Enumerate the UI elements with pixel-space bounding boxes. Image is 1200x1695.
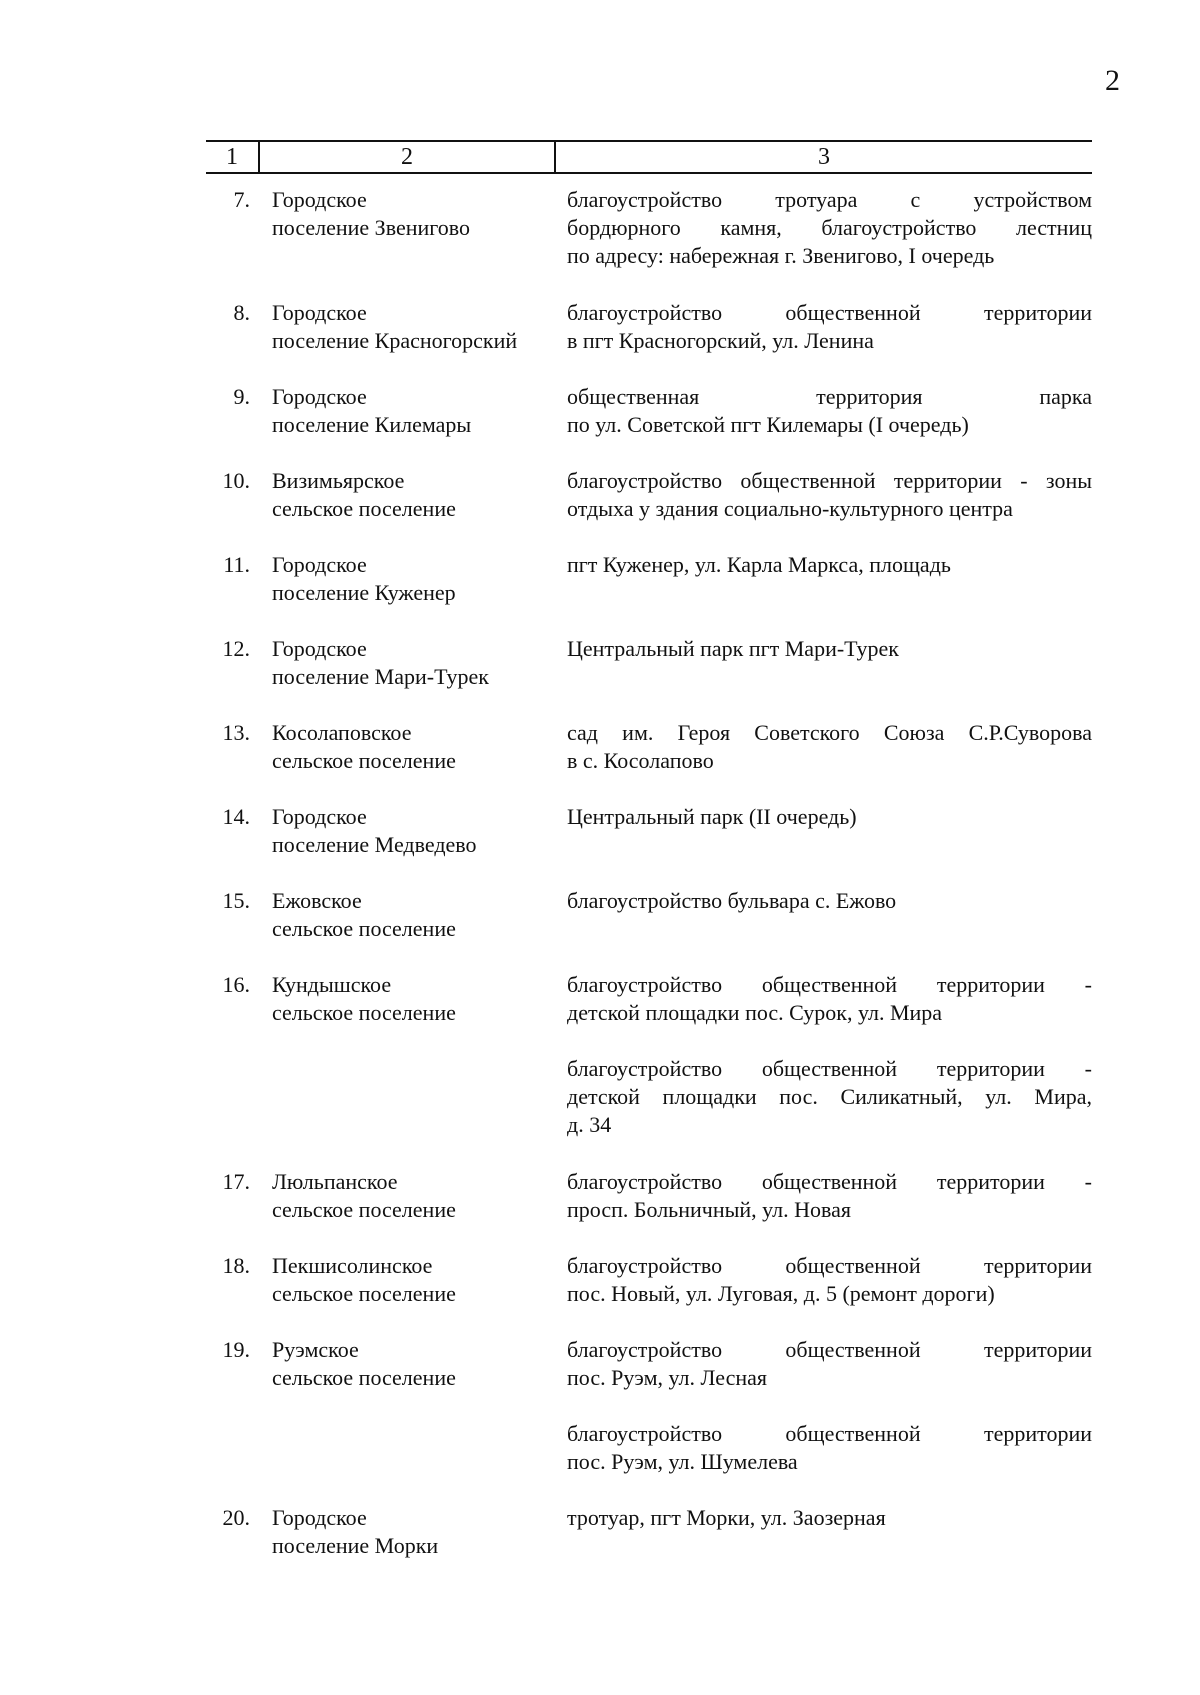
row-number: 9. bbox=[233, 384, 250, 409]
description-block bbox=[567, 1055, 1092, 1139]
settlement-name-line: Городское bbox=[272, 552, 367, 577]
settlement-name-line: Ежовское bbox=[272, 888, 362, 913]
row-number: 12. bbox=[222, 636, 250, 661]
description-block bbox=[567, 1252, 1092, 1308]
description-line: пос. Руэм, ул. Шумелева bbox=[567, 1449, 798, 1474]
settlement-name-line: Городское bbox=[272, 384, 367, 409]
row-number: 14. bbox=[222, 804, 250, 829]
object-description bbox=[567, 551, 1092, 579]
settlement-name-line: поселение Килемары bbox=[272, 412, 472, 437]
row-number: 8. bbox=[233, 300, 250, 325]
settlement-name-line: поселение Мари-Турек bbox=[272, 664, 489, 689]
settlement-name-line: Руэмское bbox=[272, 1337, 359, 1362]
description-line: детской площадки пос. Силикатный, ул. Мира, bbox=[567, 1084, 1092, 1109]
settlement-name-line: сельское поселение bbox=[272, 1281, 456, 1306]
description-line: Центральный парк (II очередь) bbox=[567, 804, 857, 829]
settlement-name bbox=[272, 467, 542, 523]
description-block bbox=[567, 1336, 1092, 1392]
settlement-name-line: поселение Морки bbox=[272, 1533, 439, 1558]
object-description bbox=[567, 299, 1092, 355]
settlement-name-line: Визимьярское bbox=[272, 468, 405, 493]
settlement-name bbox=[272, 1504, 542, 1560]
description-block bbox=[567, 186, 1092, 270]
description-block bbox=[567, 1420, 1092, 1476]
description-block bbox=[567, 635, 1092, 663]
object-description bbox=[567, 1336, 1092, 1476]
settlement-name bbox=[272, 887, 542, 943]
description-line: отдыха у здания социально-культурного центра bbox=[567, 496, 1013, 521]
object-description bbox=[567, 803, 1092, 831]
description-line: благоустройство тротуара с устройством bbox=[567, 187, 1092, 212]
settlement-name-line: поселение Звенигово bbox=[272, 215, 470, 240]
header-col-1: 1 bbox=[226, 144, 238, 170]
row-number: 16. bbox=[222, 972, 250, 997]
description-line: благоустройство общественной территории - bbox=[567, 1056, 1092, 1081]
description-line: пгт Куженер, ул. Карла Маркса, площадь bbox=[567, 552, 951, 577]
settlement-name bbox=[272, 551, 542, 607]
object-description bbox=[567, 1504, 1092, 1532]
description-line: д. 34 bbox=[567, 1112, 612, 1137]
row-number: 11. bbox=[223, 552, 250, 577]
description-block bbox=[567, 551, 1092, 579]
object-description bbox=[567, 971, 1092, 1139]
object-description bbox=[567, 1168, 1092, 1224]
object-description bbox=[567, 186, 1092, 270]
description-block bbox=[567, 1504, 1092, 1532]
description-line: пос. Новый, ул. Луговая, д. 5 (ремонт дороги) bbox=[567, 1281, 995, 1306]
settlement-name-line: сельское поселение bbox=[272, 1365, 456, 1390]
settlement-name-line: сельское поселение bbox=[272, 1000, 456, 1025]
settlement-name-line: Городское bbox=[272, 1505, 367, 1530]
row-number: 20. bbox=[222, 1505, 250, 1530]
description-line: в пгт Красногорский, ул. Ленина bbox=[567, 328, 874, 353]
description-line: просп. Больничный, ул. Новая bbox=[567, 1197, 852, 1222]
settlement-name-line: Косолаповское bbox=[272, 720, 412, 745]
description-line: благоустройство общественной территории bbox=[567, 300, 1092, 325]
description-line: бордюрного камня, благоустройство лестниц bbox=[567, 215, 1092, 240]
description-line: детской площадки пос. Сурок, ул. Мира bbox=[567, 1000, 943, 1025]
object-description bbox=[567, 887, 1092, 915]
settlement-name-line: сельское поселение bbox=[272, 916, 456, 941]
settlement-name bbox=[272, 719, 542, 775]
row-number: 10. bbox=[222, 468, 250, 493]
settlement-name-line: поселение Куженер bbox=[272, 580, 456, 605]
description-line: благоустройство общественной территории bbox=[567, 1337, 1092, 1362]
settlement-name-line: поселение Красногорский bbox=[272, 328, 518, 353]
settlement-name-line: сельское поселение bbox=[272, 496, 456, 521]
object-description bbox=[567, 719, 1092, 775]
page-number: 2 bbox=[1105, 64, 1120, 97]
object-description bbox=[567, 383, 1092, 439]
description-line: благоустройство общественной территории - bbox=[567, 1169, 1092, 1194]
settlement-name bbox=[272, 383, 542, 439]
description-line: благоустройство общественной территории - зоны bbox=[567, 468, 1092, 493]
row-number: 15. bbox=[222, 888, 250, 913]
description-line: благоустройство общественной территории - bbox=[567, 972, 1092, 997]
settlement-name-line: Городское bbox=[272, 636, 367, 661]
settlement-name-line: поселение Медведево bbox=[272, 832, 477, 857]
description-block bbox=[567, 803, 1092, 831]
row-number: 13. bbox=[222, 720, 250, 745]
object-description bbox=[567, 635, 1092, 663]
description-line: общественная территория парка bbox=[567, 384, 1092, 409]
description-block bbox=[567, 887, 1092, 915]
settlement-name bbox=[272, 1168, 542, 1224]
description-line: сад им. Героя Советского Союза С.Р.Суворова bbox=[567, 720, 1092, 745]
settlement-name-line: Кундышское bbox=[272, 972, 392, 997]
settlement-name-line: Городское bbox=[272, 804, 367, 829]
settlement-name bbox=[272, 971, 542, 1027]
object-description bbox=[567, 1252, 1092, 1308]
settlement-name bbox=[272, 803, 542, 859]
settlement-name bbox=[272, 186, 542, 242]
description-line: благоустройство общественной территории bbox=[567, 1421, 1092, 1446]
description-block bbox=[567, 719, 1092, 775]
row-number: 17. bbox=[222, 1169, 250, 1194]
row-number: 18. bbox=[222, 1253, 250, 1278]
settlement-name-line: Пекшисолинское bbox=[272, 1253, 433, 1278]
settlement-name bbox=[272, 299, 542, 355]
description-line: благоустройство бульвара с. Ежово bbox=[567, 888, 897, 913]
header-col-2: 2 bbox=[401, 144, 413, 170]
description-line: благоустройство общественной территории bbox=[567, 1253, 1092, 1278]
description-line: пос. Руэм, ул. Лесная bbox=[567, 1365, 768, 1390]
header-col-3: 3 bbox=[818, 144, 830, 170]
settlement-name-line: сельское поселение bbox=[272, 1197, 456, 1222]
description-block bbox=[567, 383, 1092, 439]
description-block bbox=[567, 467, 1092, 523]
header-bottom-rule bbox=[206, 172, 1092, 174]
row-number: 19. bbox=[222, 1337, 250, 1362]
description-block bbox=[567, 299, 1092, 355]
settlement-name-line: Городское bbox=[272, 187, 367, 212]
settlement-name-line: сельское поселение bbox=[272, 748, 456, 773]
table-header bbox=[206, 140, 1092, 174]
description-block bbox=[567, 1168, 1092, 1224]
object-description bbox=[567, 467, 1092, 523]
settlement-name bbox=[272, 1336, 542, 1392]
description-line: тротуар, пгт Морки, ул. Заозерная bbox=[567, 1505, 886, 1530]
description-line: в с. Косолапово bbox=[567, 748, 714, 773]
description-block bbox=[567, 971, 1092, 1027]
settlement-name-line: Городское bbox=[272, 300, 367, 325]
description-line: по адресу: набережная г. Звенигово, I очередь bbox=[567, 243, 995, 268]
description-line: Центральный парк пгт Мари-Турек bbox=[567, 636, 899, 661]
settlement-name bbox=[272, 1252, 542, 1308]
description-line: по ул. Советской пгт Килемары (I очередь) bbox=[567, 412, 969, 437]
row-number: 7. bbox=[233, 187, 250, 212]
settlement-name bbox=[272, 635, 542, 691]
settlement-name-line: Люльпанское bbox=[272, 1169, 398, 1194]
